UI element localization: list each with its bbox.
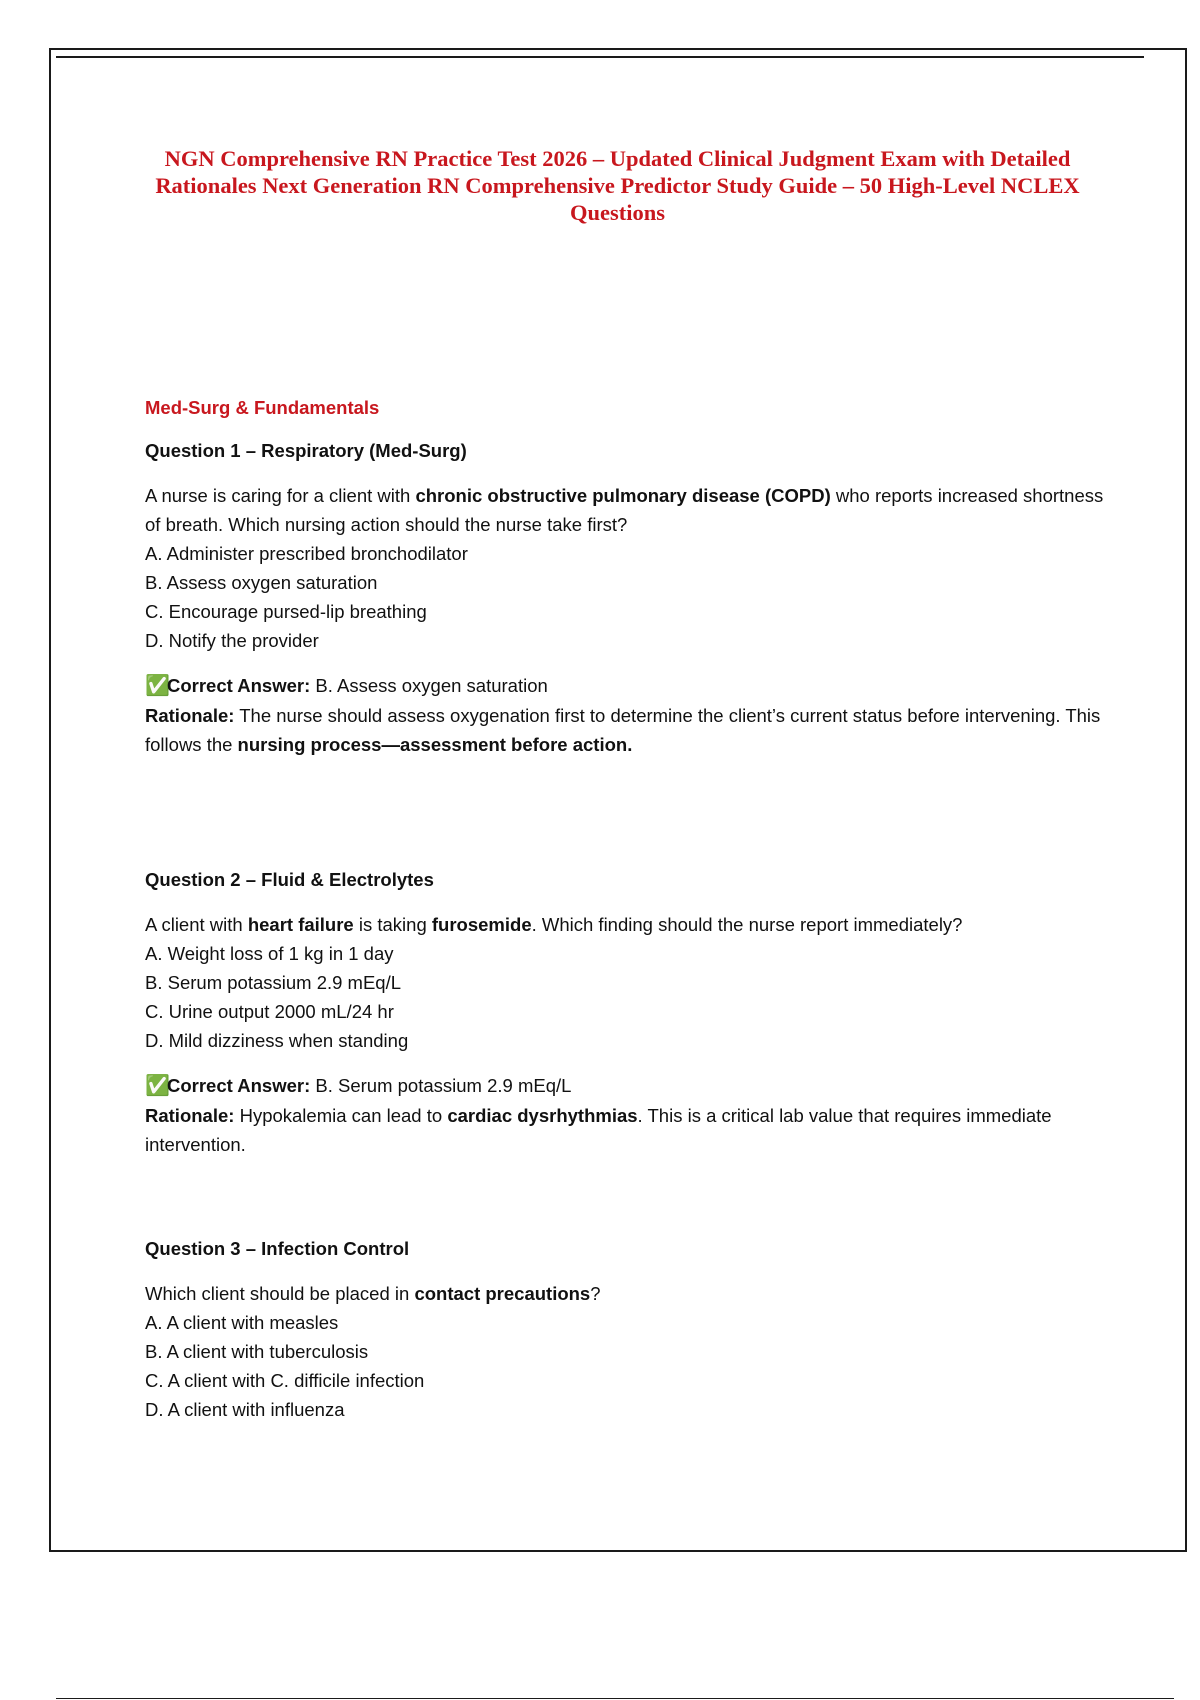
option-c: C. Urine output 2000 mL/24 hr — [145, 1001, 394, 1022]
question-stem — [145, 910, 1105, 939]
option-a: A. Administer prescribed bronchodilator — [145, 543, 468, 564]
answer-options — [145, 939, 1105, 1055]
rationale-label: Rationale: — [145, 705, 235, 726]
check-icon: ✅ — [145, 1075, 170, 1097]
question-3 — [145, 1234, 1105, 1424]
rationale-emphasis: nursing process—assessment before action. — [237, 734, 633, 755]
option-a: A. Weight loss of 1 kg in 1 day — [145, 943, 394, 964]
answer-label: Correct Answer: — [167, 675, 311, 696]
top-rule — [56, 56, 1144, 58]
answer-value: B. Serum potassium 2.9 mEq/L — [310, 1075, 572, 1096]
correct-answer — [145, 671, 1105, 701]
rationale-text: Hypokalemia can lead to — [234, 1105, 448, 1126]
question-heading: Question 3 – Infection Control — [145, 1238, 410, 1259]
stem-text: A nurse is caring for a client with — [145, 485, 416, 506]
option-d: D. Mild dizziness when standing — [145, 1030, 409, 1051]
document-title: NGN Comprehensive RN Practice Test 2026 – Updated Clinical Judgment Exam with Detailed Rationales Next Generation RN Comprehensive Predictor Study Guide – 50 High-Level NCLEX Questions — [155, 146, 1080, 225]
stem-text: who reports increased shortness of breath. Which nursing action should the nurse take first? — [145, 485, 1104, 535]
document-content — [145, 393, 1105, 1424]
option-c: C. A client with C. difficile infection — [145, 1370, 425, 1391]
rationale-emphasis: cardiac dysrhythmias — [447, 1105, 638, 1126]
answer-options — [145, 1308, 1105, 1424]
rationale — [145, 1101, 1105, 1159]
rationale-text: . This is a critical lab value that requires immediate intervention. — [145, 1105, 1052, 1155]
question-2 — [145, 865, 1105, 1159]
correct-answer — [145, 1071, 1105, 1101]
stem-text: . Which finding should the nurse report immediately? — [531, 914, 963, 935]
answer-value: B. Assess oxygen saturation — [310, 675, 548, 696]
check-icon: ✅ — [145, 675, 170, 697]
rationale-text: The nurse should assess oxygenation first to determine the client’s current status before intervening. This follows the — [145, 705, 1101, 755]
stem-text: ? — [590, 1283, 601, 1304]
option-c: C. Encourage pursed-lip breathing — [145, 601, 427, 622]
stem-text: Which client should be placed in — [145, 1283, 415, 1304]
rationale — [145, 701, 1105, 759]
answer-options — [145, 539, 1105, 655]
rationale-label: Rationale: — [145, 1105, 235, 1126]
question-stem — [145, 1279, 1105, 1308]
stem-emphasis: heart failure — [247, 914, 354, 935]
stem-emphasis: chronic obstructive pulmonary disease (COPD) — [415, 485, 831, 506]
question-heading: Question 2 – Fluid & Electrolytes — [145, 869, 434, 890]
option-b: B. Serum potassium 2.9 mEq/L — [145, 972, 402, 993]
stem-text: is taking — [353, 914, 432, 935]
answer-label: Correct Answer: — [167, 1075, 311, 1096]
stem-text: A client with — [145, 914, 248, 935]
stem-emphasis: furosemide — [431, 914, 532, 935]
question-1 — [145, 436, 1105, 759]
section-title: Med-Surg & Fundamentals — [145, 397, 380, 418]
question-heading: Question 1 – Respiratory (Med-Surg) — [145, 440, 467, 461]
option-d: D. A client with influenza — [145, 1399, 345, 1420]
stem-emphasis: contact precautions — [414, 1283, 591, 1304]
question-stem — [145, 481, 1105, 539]
option-b: B. Assess oxygen saturation — [145, 572, 378, 593]
bottom-rule — [56, 1698, 1174, 1699]
option-d: D. Notify the provider — [145, 630, 319, 651]
option-b: B. A client with tuberculosis — [145, 1341, 369, 1362]
option-a: A. A client with measles — [145, 1312, 339, 1333]
